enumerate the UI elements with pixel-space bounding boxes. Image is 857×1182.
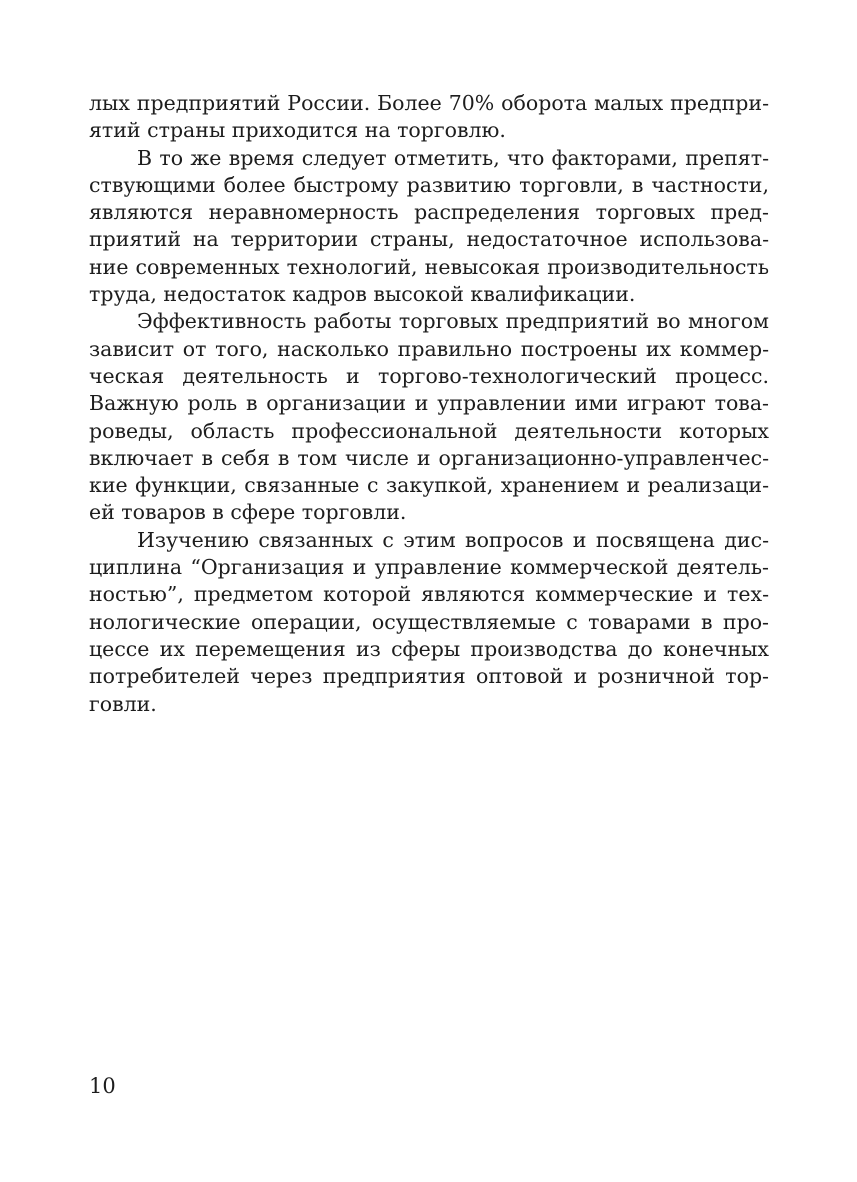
text-line: ние современных технологий, невысокая производительность <box>89 254 769 279</box>
text-line: циплина “Организация и управление коммерческой деятель- <box>89 555 769 580</box>
paragraph-3 <box>89 308 769 526</box>
body-text <box>89 90 769 718</box>
text-line: Изучению связанных с этим вопросов и посвящена дис- <box>137 527 769 552</box>
text-line: труда, недостаток кадров высокой квалификации. <box>89 282 636 307</box>
paragraph-2 <box>89 145 769 309</box>
text-line: роведы, область профессиональной деятельности которых <box>89 418 769 443</box>
paragraph-1 <box>89 90 769 145</box>
text-line: приятий на территории страны, недостаточное использова- <box>89 227 769 252</box>
text-line: Важную роль в организации и управлении ими играют това- <box>89 391 769 416</box>
text-line: нологические операции, осуществляемые с товарами в про- <box>89 609 769 634</box>
text-line: ей товаров в сфере торговли. <box>89 500 407 525</box>
text-line: цессе их перемещения из сферы производства до конечных <box>89 636 769 661</box>
text-line: Эффективность работы торговых предприятий во многом <box>137 309 769 334</box>
text-line: говли. <box>89 691 157 716</box>
text-line: ностью”, предметом которой являются коммерческие и тех- <box>89 582 769 607</box>
text-line: зависит от того, насколько правильно построены их коммер- <box>89 336 769 361</box>
text-line: являются неравномерность распределения торговых пред- <box>89 200 769 225</box>
text-line: включает в себя в том числе и организационно-управленчес- <box>89 445 769 470</box>
paragraph-4 <box>89 527 769 718</box>
text-line: В то же время следует отметить, что факторами, препят- <box>137 145 769 170</box>
text-line: ствующими более быстрому развитию торговли, в частности, <box>89 172 769 197</box>
text-line: ческая деятельность и торгово-технологический процесс. <box>89 363 769 388</box>
page-number: 10 <box>89 1074 116 1098</box>
text-line: ятий страны приходится на торговлю. <box>89 118 506 143</box>
text-line: кие функции, связанные с закупкой, хранением и реализаци- <box>89 473 769 498</box>
text-line: лых предприятий России. Более 70% оборота малых предпри- <box>89 91 769 115</box>
text-line: потребителей через предприятия оптовой и розничной тор- <box>89 664 769 689</box>
